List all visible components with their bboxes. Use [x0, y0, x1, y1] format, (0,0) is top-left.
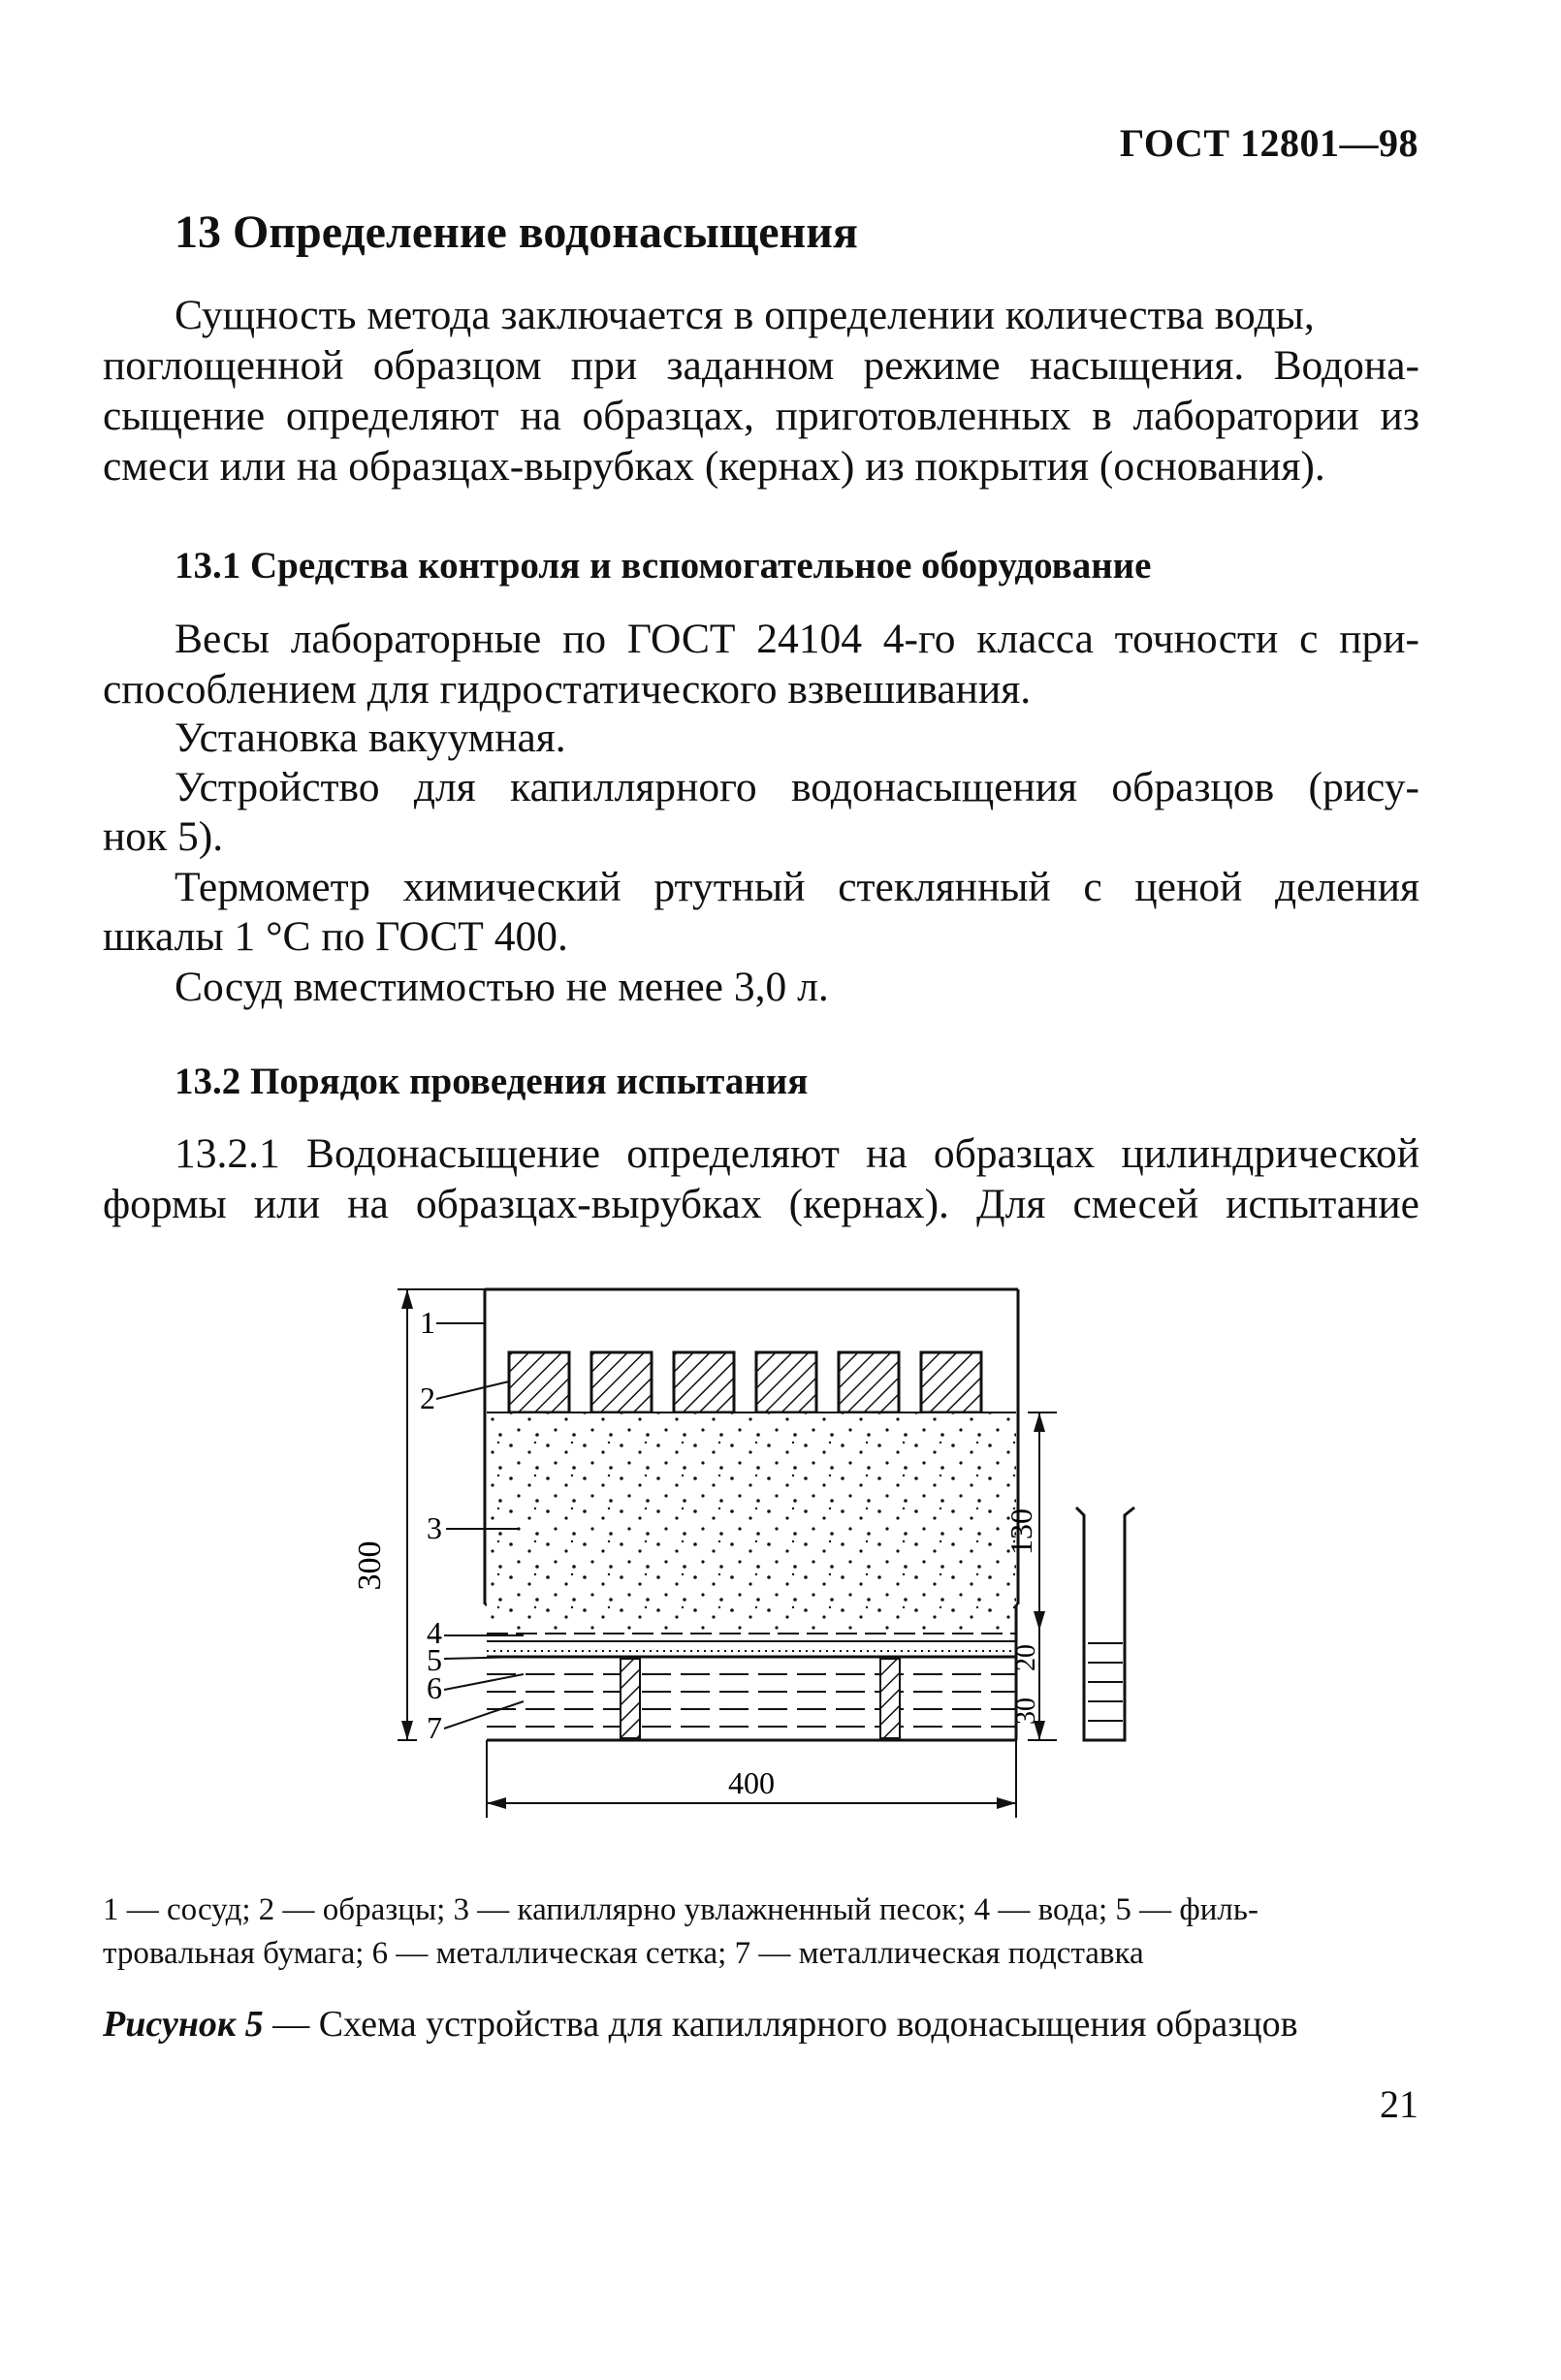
label-7: 7	[427, 1710, 442, 1745]
dimension-300	[352, 1289, 485, 1740]
sub1-line-7: шкалы 1 °С по ГОСТ 400.	[103, 913, 568, 960]
figure-legend-line-1: 1 — сосуд; 2 — образцы; 3 — капиллярно увлажненный песок; 4 — вода; 5 — филь-	[103, 1892, 1258, 1927]
dimension-400	[487, 1740, 1016, 1818]
subsection-title-13-1: 13.1 Средства контроля и вспомогательное оборудование	[175, 545, 1152, 587]
samples	[509, 1352, 981, 1412]
label-2: 2	[420, 1380, 435, 1415]
sub2-line-1: 13.2.1 Водонасыщение определяют на образцах цилиндрической	[175, 1130, 1419, 1177]
sub1-line-6: Термометр химический ртутный стеклянный с ценой деления	[175, 864, 1419, 910]
sub2-line-2: формы или на образцах-вырубках (кернах). Для смесей испытание	[103, 1181, 1419, 1227]
sub1-line-5: нок 5).	[103, 813, 224, 860]
measuring-cylinder	[1076, 1507, 1134, 1740]
intro-line-1: Сущность метода заключается в определении количества воды,	[175, 292, 1315, 338]
dim-300-label: 300	[352, 1540, 388, 1591]
label-5: 5	[427, 1642, 442, 1677]
dim-30-label: 30	[1011, 1698, 1041, 1725]
sub1-line-8: Сосуд вместимостью не менее 3,0 л.	[175, 964, 829, 1010]
sub1-line-4: Устройство для капиллярного водонасыщения образцов (рису-	[175, 764, 1419, 810]
page-number: 21	[1380, 2082, 1418, 2126]
capillary-saturation-diagram	[352, 1275, 1163, 1837]
intro-line-3: сыщение определяют на образцах, приготовленных в лаборатории из	[103, 393, 1419, 439]
label-3: 3	[427, 1510, 442, 1545]
figure-title-text: — Схема устройства для капиллярного водонасыщения образцов	[263, 2004, 1298, 2045]
figure-legend-line-2: тровальная бумага; 6 — металлическая сетка; 7 — металлическая подставка	[103, 1936, 1144, 1971]
dim-130-label: 130	[1004, 1508, 1038, 1555]
label-4: 4	[427, 1615, 442, 1650]
section-title: 13 Определение водонасыщения	[175, 206, 858, 258]
subsection-title-13-2: 13.2 Порядок проведения испытания	[175, 1061, 809, 1102]
label-1: 1	[420, 1305, 435, 1340]
document-code: ГОСТ 12801—98	[1119, 121, 1418, 165]
sub1-line-2: способлением для гидростатического взвешивания.	[103, 666, 1032, 713]
figure-title	[103, 2003, 1431, 2046]
figure-label: Рисунок 5	[103, 2004, 264, 2045]
label-6: 6	[427, 1670, 442, 1705]
sand-layer	[487, 1412, 1016, 1631]
sub1-line-1: Весы лабораторные по ГОСТ 24104 4-го класса точности с при-	[175, 616, 1419, 662]
dim-400-label: 400	[728, 1765, 775, 1800]
water-layer	[487, 1631, 1016, 1737]
dim-20-label: 20	[1011, 1644, 1041, 1671]
intro-line-2: поглощенной образцом при заданном режиме насыщения. Водона-	[103, 342, 1419, 389]
intro-line-4: смеси или на образцах-вырубках (кернах) из покрытия (основания).	[103, 443, 1325, 490]
sub1-line-3: Установка вакуумная.	[175, 714, 566, 761]
